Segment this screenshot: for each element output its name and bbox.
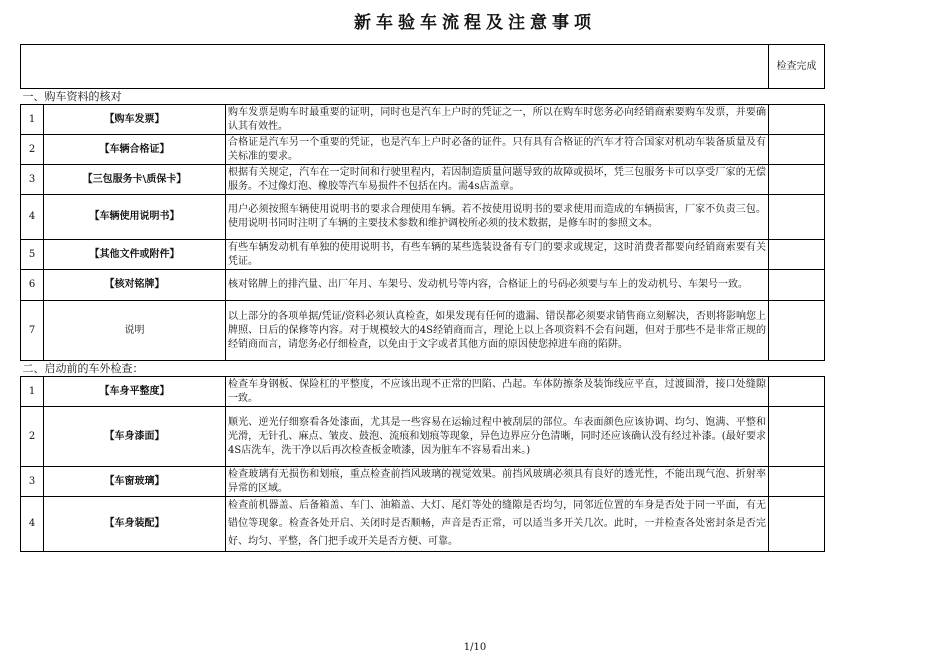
check-cell[interactable] bbox=[769, 377, 825, 407]
row-number: 2 bbox=[21, 407, 44, 467]
check-cell[interactable] bbox=[769, 135, 825, 165]
table-row bbox=[21, 240, 825, 270]
item-description: 检查玻璃有无损伤和划痕，重点检查前挡风玻璃的视觉效果。前挡风玻璃必须具有良好的透光性，不能出现气泡、折射率异常的区域。 bbox=[226, 467, 769, 497]
item-name: 【购车发票】 bbox=[44, 105, 226, 135]
row-number: 5 bbox=[21, 240, 44, 270]
row-number: 3 bbox=[21, 467, 44, 497]
checklist-sheet bbox=[20, 44, 824, 552]
table-row bbox=[21, 135, 825, 165]
table-row bbox=[21, 407, 825, 467]
item-name: 【车身漆面】 bbox=[44, 407, 226, 467]
row-number: 6 bbox=[21, 270, 44, 301]
check-cell[interactable] bbox=[769, 301, 825, 361]
item-description: 顺光、逆光仔细察看各处漆面，尤其是一些容易在运输过程中被刮层的部位。车表面颜色应该协调、均匀、饱满、平整和光滑，无针孔、麻点、皱皮、鼓泡、流痕和划痕等现象，异色边界应分色清晰，同时还应该确认没有经过补漆。(最好要求4S店洗车，洗干净以后再次检查板金喷漆，因为脏车不容易看出来。) bbox=[226, 407, 769, 467]
item-description: 用户必须按照车辆使用说明书的要求合理使用车辆。若不按使用说明书的要求使用而造成的车辆损害，厂家不负责三包。使用说明书同时注明了车辆的主要技术参数和维护调校所必须的技术数据，是修车时的参照文本。 bbox=[226, 195, 769, 240]
row-number: 1 bbox=[21, 105, 44, 135]
table-row bbox=[21, 195, 825, 240]
table-row bbox=[21, 377, 825, 407]
check-cell[interactable] bbox=[769, 165, 825, 195]
row-number: 3 bbox=[21, 165, 44, 195]
table-row bbox=[21, 301, 825, 361]
section-title: 二、启动前的车外检查： bbox=[21, 361, 825, 377]
check-cell[interactable] bbox=[769, 407, 825, 467]
item-description: 以上部分的各项单据/凭证/资料必须认真检查，如果发现有任何的遗漏、错误都必须要求销售商立刻解决，否则将影响您上牌照、日后的保修等内容。对于规模较大的4S经销商而言，理论上以上各项资料不会有问题，但对于那些不是非常正规的经销商而言，请您务必仔细检查，以免由于文字或者其他方面的原因使您掉进车商的陷阱。 bbox=[226, 301, 769, 361]
item-name: 【其他文件或附件】 bbox=[44, 240, 226, 270]
item-description: 有些车辆发动机有单独的使用说明书，有些车辆的某些选装设备有专门的要求或规定，这时消费者都要向经销商索要有关凭证。 bbox=[226, 240, 769, 270]
item-description: 核对铭牌上的排汽量、出厂年月、车架号、发动机号等内容，合格证上的号码必须要与车上的发动机号、车架号一致。 bbox=[226, 270, 769, 301]
header-blank-cell bbox=[21, 45, 769, 89]
check-cell[interactable] bbox=[769, 497, 825, 552]
check-cell[interactable] bbox=[769, 240, 825, 270]
check-cell[interactable] bbox=[769, 467, 825, 497]
item-name: 【车辆使用说明书】 bbox=[44, 195, 226, 240]
item-description: 购车发票是购车时最重要的证明，同时也是汽车上户时的凭证之一，所以在购车时您务必向经销商索要购车发票，并要确认其有效性。 bbox=[226, 105, 769, 135]
table-row bbox=[21, 270, 825, 301]
section-title: 一、购车资料的核对 bbox=[21, 89, 825, 105]
check-cell[interactable] bbox=[769, 270, 825, 301]
item-description: 检查前机器盖、后备箱盖、车门、油箱盖、大灯、尾灯等处的缝隙是否均匀，同邻近位置的车身是否处于同一平面，有无错位等现象。检查各处开启、关闭时是否顺畅，声音是否正常，可以适当多开关几次。此时，一并检查各处密封条是否完好、均匀、平整，各门把手或开关是否方便、可靠。 bbox=[226, 497, 769, 552]
item-description: 合格证是汽车另一个重要的凭证，也是汽车上户时必备的证件。只有具有合格证的汽车才符合国家对机动车装备质量及有关标准的要求。 bbox=[226, 135, 769, 165]
item-name: 【车身装配】 bbox=[44, 497, 226, 552]
row-number: 1 bbox=[21, 377, 44, 407]
row-number: 4 bbox=[21, 497, 44, 552]
item-name: 【三包服务卡\质保卡】 bbox=[44, 165, 226, 195]
row-number: 2 bbox=[21, 135, 44, 165]
table-row bbox=[21, 165, 825, 195]
table-row bbox=[21, 105, 825, 135]
section-header bbox=[21, 89, 825, 105]
row-number: 7 bbox=[21, 301, 44, 361]
checklist-table bbox=[20, 44, 825, 552]
item-name: 【车窗玻璃】 bbox=[44, 467, 226, 497]
header-row bbox=[21, 45, 825, 89]
item-description: 检查车身钢板、保险杠的平整度，不应该出现不正常的凹陷、凸起。车体防擦条及装饰线应平直，过渡圆滑，接口处缝隙一致。 bbox=[226, 377, 769, 407]
table-row bbox=[21, 497, 825, 552]
item-name: 说明 bbox=[44, 301, 226, 361]
section-header bbox=[21, 361, 825, 377]
item-name: 【车辆合格证】 bbox=[44, 135, 226, 165]
page-title: 新车验车流程及注意事项 bbox=[354, 13, 596, 33]
item-description: 根据有关规定，汽车在一定时间和行驶里程内，若因制造质量问题导致的故障或损坏，凭三包服务卡可以享受厂家的无偿服务。不过像灯泡、橡胶等汽车易损件不包括在内。需4s店盖章。 bbox=[226, 165, 769, 195]
item-name: 【核对铭牌】 bbox=[44, 270, 226, 301]
row-number: 4 bbox=[21, 195, 44, 240]
item-name: 【车身平整度】 bbox=[44, 377, 226, 407]
table-row bbox=[21, 467, 825, 497]
check-cell[interactable] bbox=[769, 195, 825, 240]
check-complete-header: 检查完成 bbox=[769, 45, 825, 89]
check-cell[interactable] bbox=[769, 105, 825, 135]
page-number: 1/10 bbox=[463, 642, 487, 653]
